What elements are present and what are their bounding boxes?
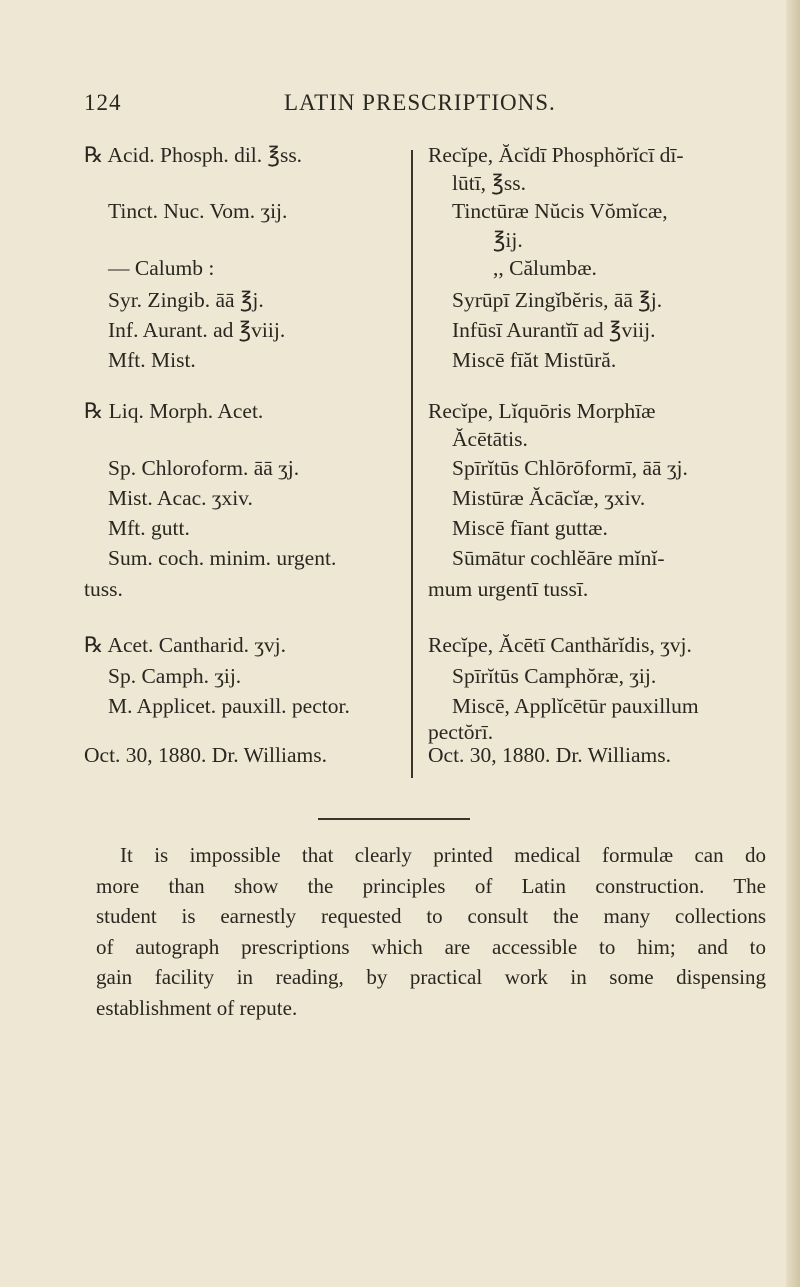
signature-line: Oct. 30, 1880. Dr. Williams. xyxy=(84,743,327,767)
latin-line: Sūmātur cochlĕāre mĭnĭ- xyxy=(452,546,665,570)
rx-line: Inf. Aurant. ad ℥viij. xyxy=(108,318,286,342)
latin-line: Spīrĭtūs Chlōrōformī, āā ʒj. xyxy=(452,456,688,480)
paragraph-line: student is earnestly requested to consult the many collections xyxy=(96,904,766,928)
rx-line: Syr. Zingib. āā ℥j. xyxy=(108,288,264,312)
rx-line: Mist. Acac. ʒxiv. xyxy=(108,486,253,510)
rx-line: Sp. Chloroform. āā ʒj. xyxy=(108,456,300,480)
paragraph-line: more than show the principles of Latin construction. The xyxy=(96,873,766,898)
paragraph-line: It is impossible that clearly printed medical formulæ can do xyxy=(120,843,766,867)
latin-line: pectŏrī. xyxy=(428,720,494,744)
rx-line: ℞ Acet. Cantharid. ʒvj. xyxy=(84,633,286,657)
rx-line: Tinct. Nuc. Vom. ʒij. xyxy=(108,199,288,223)
rx-line: Mft. Mist. xyxy=(108,348,196,372)
latin-line: Miscē fīant guttæ. xyxy=(452,516,608,540)
column-divider xyxy=(411,150,413,778)
latin-line: Syrūpī Zingĭbĕris, āā ℥j. xyxy=(452,288,663,312)
latin-line: Tinctūræ Nŭcis Vŏmĭcæ, xyxy=(452,199,668,223)
paragraph-line: establishment of repute. xyxy=(96,995,298,1020)
latin-line: Recĭpe, Ăcĭdī Phosphŏrĭcī dī- xyxy=(428,143,684,167)
latin-line: Miscē fīăt Mistūră. xyxy=(452,348,617,372)
page-number: 124 xyxy=(84,90,122,115)
latin-line: mum urgentī tussī. xyxy=(428,577,589,601)
closing-paragraph xyxy=(96,840,766,1023)
rx-line: Mft. gutt. xyxy=(108,516,190,540)
rx-line: Sum. coch. minim. urgent. xyxy=(108,546,337,570)
paragraph-line: gain facility in reading, by practical work in some dispensing xyxy=(96,965,766,989)
rx-line: ℞ Liq. Morph. Acet. xyxy=(84,399,264,423)
latin-line: ,, Călumbæ. xyxy=(493,256,597,280)
rx-line: tuss. xyxy=(84,577,123,601)
signature-line: Oct. 30, 1880. Dr. Williams. xyxy=(428,743,671,767)
rx-line: ℞ Acid. Phosph. dil. ℥ss. xyxy=(84,143,303,167)
latin-line: lūtī, ℥ss. xyxy=(452,171,526,195)
latin-line: Recĭpe, Lĭquōris Morphīæ xyxy=(428,399,656,423)
latin-line: Ăcētātis. xyxy=(452,427,528,451)
running-title: LATIN PRESCRIPTIONS. xyxy=(284,90,556,115)
rx-line: Sp. Camph. ʒij. xyxy=(108,664,242,688)
latin-line: Recĭpe, Ăcētī Canthărĭdis, ʒvj. xyxy=(428,633,692,657)
latin-line: Infūsī Aurantĭī ad ℥viij. xyxy=(452,318,656,342)
rx-line: M. Applicet. pauxill. pector. xyxy=(108,694,350,718)
latin-line: Spīrĭtūs Camphŏræ, ʒij. xyxy=(452,664,657,688)
latin-line: Miscē, Applĭcētūr pauxillum xyxy=(452,694,699,718)
section-rule xyxy=(318,818,470,820)
page-edge xyxy=(786,0,800,1287)
latin-line: ℥ij. xyxy=(493,228,523,252)
latin-line: Mistūræ Ăcācĭæ, ʒxiv. xyxy=(452,486,646,510)
rx-line: — Calumb : xyxy=(108,256,215,280)
paragraph-line: of autograph prescriptions which are accessible to him; and to xyxy=(96,934,766,959)
